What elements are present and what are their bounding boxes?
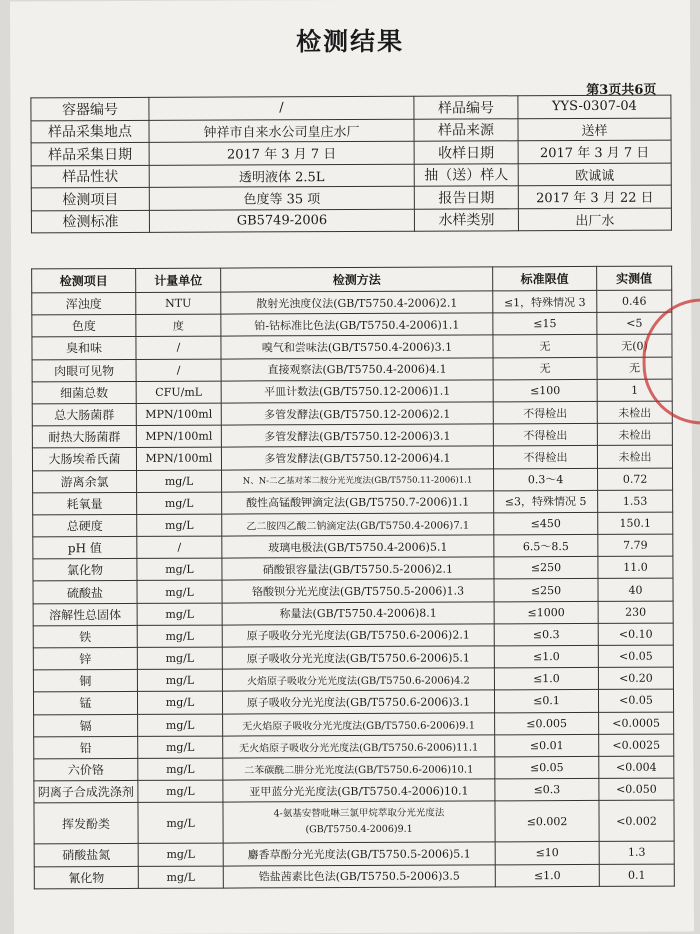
result-value: <0.20 bbox=[598, 667, 673, 690]
result-row bbox=[32, 290, 672, 315]
info-label: 样品来源 bbox=[414, 118, 518, 141]
result-value: 无 bbox=[597, 357, 672, 380]
result-method bbox=[223, 801, 495, 843]
result-unit: mg/L bbox=[138, 843, 223, 866]
result-value: 0.72 bbox=[598, 468, 673, 491]
result-unit: mg/L bbox=[137, 514, 222, 537]
result-method: 多管发酵法(GB/T5750.12-2006)2.1 bbox=[221, 402, 493, 425]
result-item: 锌 bbox=[33, 647, 137, 670]
result-limit: ≤15 bbox=[493, 313, 597, 336]
result-row bbox=[32, 334, 672, 359]
result-limit: ≤1.0 bbox=[494, 645, 598, 668]
result-method: 无火焰原子吸收分光光度法(GB/T5750.6-2006)11.1 bbox=[223, 735, 495, 758]
result-item: 耐热大肠菌群 bbox=[32, 426, 136, 449]
result-method-line: 4-氨基安替吡啉三氯甲烷萃取分光光度法 bbox=[273, 807, 445, 820]
result-value: <0.002 bbox=[599, 800, 674, 841]
result-row bbox=[34, 841, 674, 866]
result-item: 溶解性总固体 bbox=[33, 603, 137, 626]
result-value: 1 bbox=[597, 379, 672, 402]
result-limit: 无 bbox=[493, 357, 597, 380]
info-label: 样品采集日期 bbox=[31, 142, 149, 165]
sample-info-table bbox=[30, 95, 672, 234]
result-value: <0.05 bbox=[598, 689, 673, 712]
result-value: <0.10 bbox=[598, 623, 673, 646]
result-row bbox=[32, 379, 672, 404]
result-item: 镉 bbox=[34, 714, 138, 737]
result-unit: mg/L bbox=[137, 603, 222, 626]
result-value: 150.1 bbox=[598, 512, 673, 535]
result-value: <0.0025 bbox=[599, 734, 674, 757]
result-row bbox=[33, 556, 673, 581]
result-row bbox=[32, 357, 672, 382]
result-method: 多管发酵法(GB/T5750.12-2006)4.1 bbox=[221, 446, 493, 469]
result-item: 耗氧量 bbox=[33, 492, 137, 515]
result-item: 六价铬 bbox=[34, 758, 138, 781]
result-limit: ≤1.0 bbox=[495, 864, 599, 887]
info-value: 出厂水 bbox=[518, 208, 671, 231]
result-value: <0.050 bbox=[599, 778, 674, 801]
result-unit: mg/L bbox=[137, 669, 222, 692]
result-method: 铬酸钡分光光度法(GB/T5750.5-2006)1.3 bbox=[222, 579, 494, 602]
info-value: 色度等 35 项 bbox=[149, 186, 414, 210]
result-row bbox=[33, 689, 673, 714]
report-page bbox=[10, 0, 694, 934]
result-row bbox=[34, 712, 674, 737]
result-unit: mg/L bbox=[137, 492, 222, 515]
info-label: 水样类别 bbox=[414, 208, 518, 231]
result-item: 游离余氯 bbox=[33, 470, 137, 493]
info-value: 送样 bbox=[518, 118, 671, 141]
result-unit: / bbox=[136, 359, 221, 382]
result-method: 酸性高锰酸钾滴定法(GB/T5750.7-2006)1.1 bbox=[222, 491, 494, 514]
result-row bbox=[33, 579, 673, 604]
result-value: 230 bbox=[598, 601, 673, 624]
result-limit: ≤100 bbox=[493, 379, 597, 402]
result-item: 色度 bbox=[32, 315, 136, 338]
result-unit: mg/L bbox=[138, 736, 223, 759]
result-value: 0.1 bbox=[599, 864, 674, 887]
info-row bbox=[31, 185, 671, 210]
result-row bbox=[32, 401, 672, 426]
result-method: 锆盐茜素比色法(GB/T5750.5-2006)3.5 bbox=[223, 864, 495, 887]
result-limit: 6.5～8.5 bbox=[494, 534, 598, 557]
result-row bbox=[33, 623, 673, 648]
result-item: 阴离子合成洗涤剂 bbox=[34, 781, 138, 804]
result-item: 氯化物 bbox=[33, 559, 137, 582]
result-method: 二苯碳酰二肼分光光度法(GB/T5750.6-2006)10.1 bbox=[223, 757, 495, 780]
info-value: 欧诚诚 bbox=[518, 163, 671, 186]
result-item: 氰化物 bbox=[34, 866, 138, 889]
result-unit: mg/L bbox=[138, 780, 223, 803]
header-value: 实测值 bbox=[597, 266, 672, 290]
result-unit: / bbox=[137, 536, 222, 559]
result-unit: MPN/100ml bbox=[136, 403, 221, 426]
result-method: 直接观察法(GB/T5750.4-2006)4.1 bbox=[221, 357, 493, 380]
result-limit: 不得检出 bbox=[493, 446, 597, 469]
result-method: 亚甲蓝分光光度法(GB/T5750.4-2006)10.1 bbox=[223, 779, 495, 802]
result-method: 散射光浊度仪法(GB/T5750.4-2006)2.1 bbox=[221, 291, 493, 314]
result-row bbox=[34, 778, 674, 803]
result-method: 原子吸收分光光度法(GB/T5750.6-2006)2.1 bbox=[222, 624, 494, 647]
info-row bbox=[31, 163, 671, 188]
result-method: 嗅气和尝味法(GB/T5750.4-2006)3.1 bbox=[221, 335, 493, 358]
info-row bbox=[31, 208, 671, 233]
result-unit: mg/L bbox=[137, 470, 222, 493]
result-item: 臭和味 bbox=[32, 337, 136, 360]
result-limit: 0.3～4 bbox=[494, 468, 598, 491]
info-row bbox=[31, 118, 671, 143]
result-method: 铂-钴标准比色法(GB/T5750.4-2006)1.1 bbox=[221, 313, 493, 336]
test-results-table bbox=[31, 266, 675, 889]
result-method: 麝香草酚分光光度法(GB/T5750.5-2006)5.1 bbox=[223, 842, 495, 865]
info-label: 检测标准 bbox=[31, 210, 149, 233]
info-value: GB5749-2006 bbox=[149, 209, 414, 233]
result-limit: ≤1000 bbox=[494, 601, 598, 624]
result-unit: mg/L bbox=[137, 647, 222, 670]
result-unit: CFU/mL bbox=[136, 381, 221, 404]
info-label: 检测项目 bbox=[31, 187, 149, 210]
header-method: 检测方法 bbox=[221, 267, 493, 292]
result-item: 铜 bbox=[33, 670, 137, 693]
result-unit: / bbox=[136, 336, 221, 359]
result-value: 未检出 bbox=[597, 445, 672, 468]
result-unit: mg/L bbox=[137, 558, 222, 581]
result-value: 未检出 bbox=[597, 401, 672, 424]
info-label: 样品编号 bbox=[414, 96, 518, 119]
result-method: 平皿计数法(GB/T5750.12-2006)1.1 bbox=[221, 380, 493, 403]
info-label: 样品采集地点 bbox=[31, 120, 149, 143]
result-unit: mg/L bbox=[138, 802, 223, 843]
result-row bbox=[32, 312, 672, 337]
results-header-row bbox=[32, 266, 672, 293]
result-value: 无(0) bbox=[597, 334, 672, 357]
result-method: 原子吸收分光光度法(GB/T5750.6-2006)3.1 bbox=[222, 690, 494, 713]
result-item: 硫酸盐 bbox=[33, 581, 137, 604]
result-row bbox=[33, 490, 673, 515]
info-label: 报告日期 bbox=[414, 186, 518, 209]
result-unit: 度 bbox=[136, 314, 221, 337]
result-value: 1.3 bbox=[599, 841, 674, 864]
result-item: pH 值 bbox=[33, 537, 137, 560]
result-limit: 无 bbox=[493, 335, 597, 358]
result-method: 玻璃电极法(GB/T5750.4-2006)5.1 bbox=[222, 535, 494, 558]
info-label: 抽（送）样人 bbox=[414, 163, 518, 186]
result-unit: mg/L bbox=[137, 691, 222, 714]
result-unit: mg/L bbox=[138, 866, 223, 889]
result-row bbox=[33, 645, 673, 670]
result-method: 硝酸银容量法(GB/T5750.5-2006)2.1 bbox=[222, 557, 494, 580]
result-method: 无火焰原子吸收分光光度法(GB/T5750.6-2006)9.1 bbox=[223, 712, 495, 735]
result-unit: mg/L bbox=[138, 758, 223, 781]
result-value: 40 bbox=[598, 579, 673, 602]
result-item: 总硬度 bbox=[33, 514, 137, 537]
result-limit: ≤0.3 bbox=[494, 623, 598, 646]
result-item: 细菌总数 bbox=[32, 381, 136, 404]
result-value: 未检出 bbox=[597, 423, 672, 446]
result-row bbox=[33, 667, 673, 692]
result-limit: ≤450 bbox=[494, 512, 598, 535]
result-row bbox=[34, 864, 674, 889]
result-unit: MPN/100ml bbox=[136, 447, 221, 470]
result-limit: 不得检出 bbox=[493, 424, 597, 447]
info-label: 样品性状 bbox=[31, 165, 149, 188]
header-item: 检测项目 bbox=[32, 268, 136, 292]
result-value: 11.0 bbox=[598, 556, 673, 579]
result-unit: NTU bbox=[136, 292, 221, 315]
result-item: 总大肠菌群 bbox=[32, 403, 136, 426]
result-value: <0.004 bbox=[599, 756, 674, 779]
result-unit: MPN/100ml bbox=[136, 425, 221, 448]
result-limit: ≤0.005 bbox=[495, 712, 599, 735]
result-row bbox=[34, 800, 674, 844]
result-limit: ≤10 bbox=[495, 842, 599, 865]
result-item: 铅 bbox=[34, 736, 138, 759]
result-value: <0.05 bbox=[598, 645, 673, 668]
result-value: 1.53 bbox=[598, 490, 673, 513]
page-title: 检测结果 bbox=[296, 26, 405, 57]
result-unit: mg/L bbox=[137, 625, 222, 648]
result-item: 硝酸盐氮 bbox=[34, 844, 138, 867]
result-method: 原子吸收分光光度法(GB/T5750.6-2006)5.1 bbox=[222, 646, 494, 669]
result-limit: ≤1.0 bbox=[494, 668, 598, 691]
result-row bbox=[33, 468, 673, 493]
result-row bbox=[33, 601, 673, 626]
info-value: 钟祥市自来水公司皇庄水厂 bbox=[149, 119, 414, 143]
result-item: 肉眼可见物 bbox=[32, 359, 136, 382]
result-value: <0.0005 bbox=[599, 712, 674, 735]
result-method: N、N-二乙基对苯二胺分光光度法(GB/T5750.11-2006)1.1 bbox=[222, 468, 494, 491]
result-limit: ≤250 bbox=[494, 557, 598, 580]
info-value: 透明液体 2.5L bbox=[149, 164, 414, 188]
result-item: 大肠埃希氏菌 bbox=[32, 448, 136, 471]
result-method: 乙二胺四乙酸二钠滴定法(GB/T5750.4-2006)7.1 bbox=[222, 513, 494, 536]
result-value: 0.46 bbox=[597, 290, 672, 313]
result-limit: ≤0.3 bbox=[495, 779, 599, 802]
result-value: 7.79 bbox=[598, 534, 673, 557]
result-method: 称量法(GB/T5750.4-2006)8.1 bbox=[222, 602, 494, 625]
info-value: YYS-0307-04 bbox=[518, 95, 671, 118]
result-row bbox=[33, 512, 673, 537]
result-row bbox=[32, 445, 672, 470]
header-limit: 标准限值 bbox=[493, 266, 597, 290]
result-limit: ≤0.002 bbox=[495, 801, 599, 842]
result-row bbox=[34, 734, 674, 759]
result-value: <5 bbox=[597, 312, 672, 335]
result-limit: ≤250 bbox=[494, 579, 598, 602]
header-unit: 计量单位 bbox=[136, 268, 221, 292]
info-value: 2017 年 3 月 7 日 bbox=[149, 141, 414, 165]
result-method: 火焰原子吸收分光光度法(GB/T5750.6-2006)4.2 bbox=[222, 668, 494, 691]
result-item: 铁 bbox=[33, 625, 137, 648]
result-limit: ≤0.01 bbox=[495, 734, 599, 757]
info-value: 2017 年 3 月 22 日 bbox=[518, 185, 671, 208]
result-item: 挥发酚类 bbox=[34, 803, 138, 844]
result-limit: ≤1，特殊情况 3 bbox=[493, 290, 597, 313]
result-row bbox=[32, 423, 672, 448]
result-limit: 不得检出 bbox=[493, 401, 597, 424]
info-value: / bbox=[149, 96, 414, 120]
result-row bbox=[33, 534, 673, 559]
result-row bbox=[34, 756, 674, 781]
info-label: 容器编号 bbox=[31, 97, 149, 120]
result-limit: ≤0.05 bbox=[495, 756, 599, 779]
info-row bbox=[31, 95, 671, 120]
result-unit: mg/L bbox=[137, 581, 222, 604]
info-label: 收样日期 bbox=[414, 141, 518, 164]
result-item: 浑浊度 bbox=[32, 292, 136, 315]
result-limit: ≤3，特殊情况 5 bbox=[494, 490, 598, 513]
info-value: 2017 年 3 月 7 日 bbox=[518, 140, 671, 163]
result-limit: ≤0.1 bbox=[494, 690, 598, 713]
page-number: 第3页共6页 bbox=[586, 82, 657, 98]
info-row bbox=[31, 140, 671, 165]
result-item: 锰 bbox=[33, 692, 137, 715]
result-unit: mg/L bbox=[138, 714, 223, 737]
result-method: 多管发酵法(GB/T5750.12-2006)3.1 bbox=[221, 424, 493, 447]
result-method-line: (GB/T5750.4-2006)9.1 bbox=[305, 824, 413, 836]
